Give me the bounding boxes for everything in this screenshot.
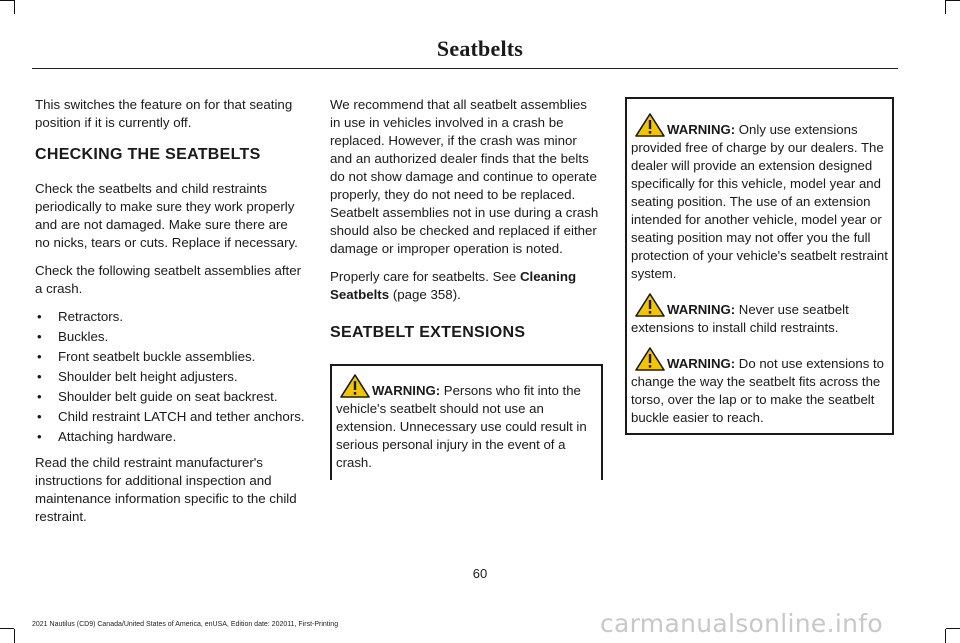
warning-item (631, 113, 889, 283)
warning-item (336, 374, 598, 472)
assembly-list (35, 308, 305, 446)
warning-box-extensions (330, 364, 603, 480)
watermark: carmanualsonline.info (600, 609, 883, 638)
warning-triangle-icon (635, 113, 665, 137)
crop-mark (946, 628, 960, 629)
warning-label: WARNING: (667, 302, 736, 317)
intro-paragraph: This switches the feature on for that seating position if it is currently off. (35, 97, 293, 130)
warning-triangle-icon (340, 374, 370, 398)
care-paragraph (330, 268, 600, 304)
cleaning-seatbelts-link[interactable]: Cleaning Seatbelts (330, 269, 577, 302)
check-paragraph: Check the seatbelts and child restraints periodically to make sure they work properly and are not damaged. Make sure there are no nicks, tears or cuts. Replace if necessary. (35, 181, 298, 250)
after-crash-paragraph: Check the following seatbelt assemblies after a crash. (35, 263, 302, 296)
list-item: • Shoulder belt height adjusters. (35, 368, 305, 386)
column-middle (330, 96, 600, 480)
warning-text: Persons who fit into the vehicle's seatbelt should not use an extension. Unnecessary use could result in serious personal injury in the event of a crash. (336, 383, 587, 470)
warning-item (631, 293, 889, 337)
warning-box-dealer (625, 97, 894, 435)
replace-paragraph: We recommend that all seatbelt assemblies in use in vehicles involved in a crash be replaced. However, if the crash was minor and an authorized dealer finds that the belts do not show damage and continue to operate properly, they do not need to be replaced. Seatbelt assemblies not in use during a crash should also be checked and replaced if either damage or improper operation is noted. (330, 97, 599, 256)
crop-mark (945, 0, 946, 14)
column-left (35, 96, 305, 536)
warning-label: WARNING: (667, 356, 736, 371)
page-title: Seatbelts (436, 36, 524, 61)
column-right (625, 97, 895, 435)
crop-mark (0, 628, 14, 629)
crop-mark (945, 629, 946, 643)
warning-text: Do not use extensions to change the way the seatbelt fits across the torso, over the lap or to make the seatbelt buckle easier to reach. (631, 356, 884, 425)
warning-triangle-icon (635, 293, 665, 317)
care-page-ref: (page 358). (389, 287, 461, 302)
warning-item (631, 347, 889, 427)
crop-mark (946, 0, 960, 1)
list-item: • Front seatbelt buckle assemblies. (35, 348, 305, 366)
crop-mark (14, 0, 15, 14)
section-heading-extensions: SEATBELT EXTENSIONS (330, 324, 526, 341)
section-heading-checking: CHECKING THE SEATBELTS (35, 146, 261, 163)
warning-text: Only use extensions provided free of charge by our dealers. The dealer will provide an extension designed specifically for this vehicle, model year and seating position. The use of an extension intended for another vehicle, model year or seating position may not offer you the full protection of your vehicle's seatbelt restraint system. (631, 122, 888, 281)
list-item: • Retractors. (35, 308, 305, 326)
care-text: Properly care for seatbelts. See (330, 269, 520, 284)
page-number: 60 (472, 566, 488, 581)
list-item: • Shoulder belt guide on seat backrest. (35, 388, 305, 406)
warning-text: Never use seatbelt extensions to install child restraints. (631, 302, 849, 335)
list-item: • Child restraint LATCH and tether anchors. (35, 408, 305, 426)
manufacturer-paragraph: Read the child restraint manufacturer's instructions for additional inspection and maintenance information specific to the child restraint. (35, 455, 297, 524)
warning-label: WARNING: (372, 383, 441, 398)
list-item: • Buckles. (35, 328, 305, 346)
warning-label: WARNING: (667, 122, 736, 137)
warning-triangle-icon (635, 347, 665, 371)
list-item: • Attaching hardware. (35, 428, 305, 446)
crop-mark (0, 0, 14, 1)
header-divider (32, 68, 898, 69)
crop-mark (14, 629, 15, 643)
edition-footer: 2021 Nautilus (CD9) Canada/United States of America, enUSA, Edition date: 202011, First-Printing (32, 621, 339, 628)
